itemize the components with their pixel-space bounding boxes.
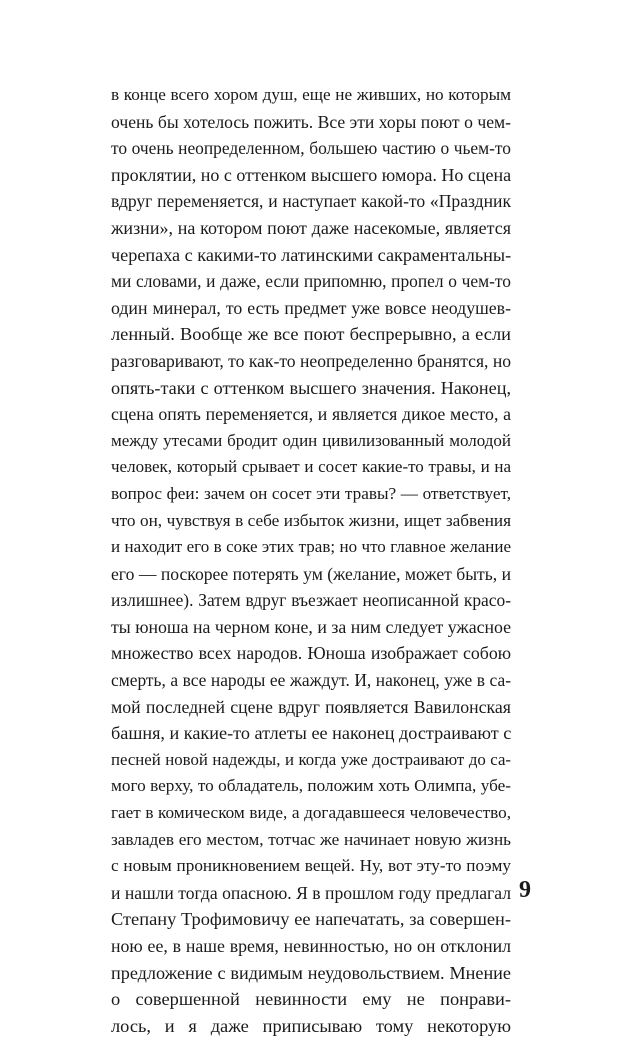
text-line: что он, чувствуя в себе избыток жизни, ищет забвения	[111, 510, 511, 530]
text-line: и находит его в соке этих трав; но что главное желание	[111, 537, 511, 557]
text-line: мого верху, то обладатель, положим хоть Олимпа, убе-	[111, 776, 511, 796]
text-line: завладев его местом, тотчас же начинает новую жизнь	[111, 829, 511, 849]
text-line: разговаривают, то как-то неопределенно бранятся, но	[111, 350, 512, 371]
text-line: башня, и какие-то атлеты ее наконец достраивают с	[111, 723, 512, 744]
text-line: вдруг переменяется, и наступает какой-то «Праздник	[111, 191, 511, 212]
text-line: смерть, а все народы ее жаждут. И, наконец, уже в са-	[111, 670, 511, 691]
text-line: мой последней сцене вдруг появляется Вавилонская	[111, 696, 511, 717]
text-line: очень бы хотелось пожить. Все эти хоры поют о чем-	[111, 111, 511, 132]
text-line: ми словами, и даже, если припомню, пропел о чем-то	[111, 271, 511, 292]
text-line: сцена опять переменяется, и является дикое место, а	[111, 404, 511, 425]
text-line: песней новой надежды, и когда уже достраивают до са-	[111, 749, 511, 769]
text-line: жизни», на котором поют даже насекомые, является	[111, 217, 511, 238]
text-line: Степану Трофимовичу ее напечатать, за совершен-	[111, 909, 511, 930]
text-line: ною ее, в наше время, невинностью, но он отклонил	[111, 936, 511, 956]
text-line: множество всех народов. Юноша изображает собою	[111, 643, 511, 664]
body-text	[111, 82, 511, 1039]
text-line: один минерал, то есть предмет уже вовсе неодушев-	[111, 297, 511, 318]
text-line: то очень неопределенном, большею частию о чьем-то	[111, 138, 511, 159]
text-line: гает в комическом виде, а догадавшееся человечество,	[111, 803, 511, 823]
text-line: черепаха с какими-то латинскими сакраментальны-	[111, 244, 512, 265]
page-number: 9	[519, 877, 531, 903]
text-line: в конце всего хором душ, еще не живших, но которым	[111, 85, 511, 104]
text-line: ленный. Вообще же все поют беспрерывно, а если	[111, 324, 511, 345]
text-line: ты юноша на черном коне, и за ним следует ужасное	[111, 616, 511, 637]
text-line: с новым проникновением вещей. Ну, вот эту-то поэму	[111, 856, 511, 876]
text-line: и нашли тогда опасною. Я в прошлом году предлагал	[111, 882, 511, 903]
text-line: между утесами бродит один цивилизованный молодой	[111, 430, 511, 450]
text-line: его — поскорее потерять ум (желание, может быть, и	[111, 563, 511, 584]
text-line: проклятии, но с оттенком высшего юмора. Но сцена	[111, 164, 512, 185]
text-line: о совершенной невинности ему не понрави-	[111, 989, 511, 1010]
text-line: вопрос феи: зачем он сосет эти травы? — ответствует,	[111, 483, 511, 503]
text-line: человек, который срывает и сосет какие-то травы, и на	[111, 457, 511, 477]
text-line: опять-таки с оттенком высшего значения. Наконец,	[111, 377, 511, 398]
text-line: предложение с видимым неудовольствием. Мнение	[111, 962, 511, 983]
text-line: излишнее). Затем вдруг въезжает неописанной красо-	[111, 590, 511, 611]
text-line: лось, и я даже приписываю тому некоторую	[111, 1015, 511, 1036]
